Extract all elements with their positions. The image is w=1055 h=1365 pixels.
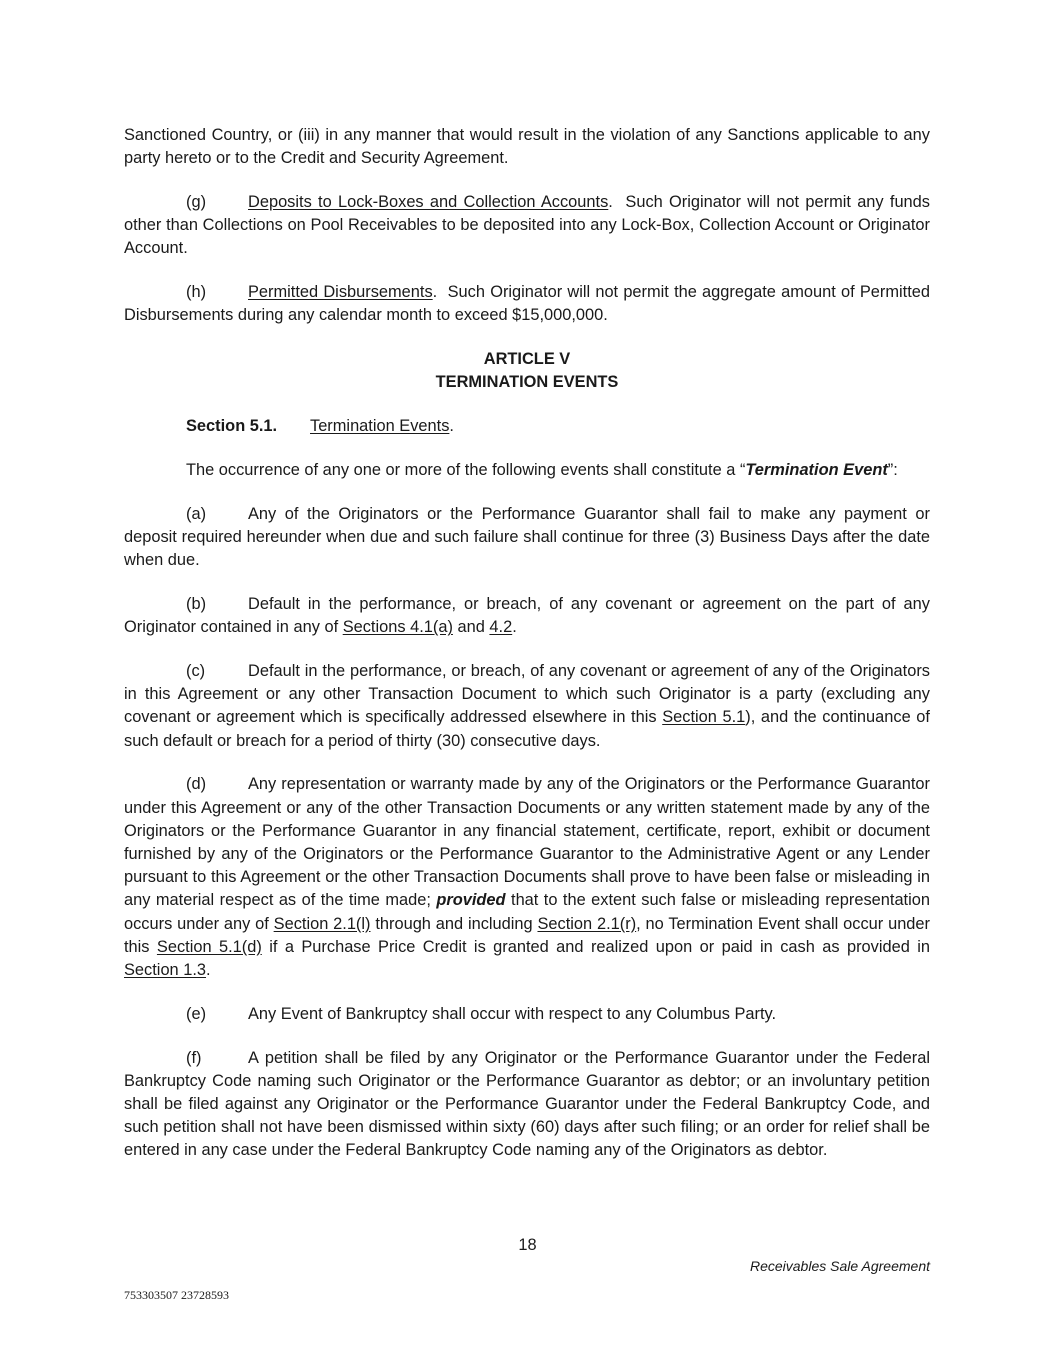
cross-reference: Section 5.1(d)	[156, 937, 262, 956]
page-number: 18	[518, 1236, 537, 1254]
cross-reference: Section 2.1(l)	[273, 914, 371, 933]
cross-reference: Section 1.3	[124, 961, 207, 980]
intro-paragraph	[124, 459, 930, 482]
clause-a-label: (a)	[186, 504, 207, 523]
clause-d	[124, 773, 930, 982]
clause-b-label: (b)	[186, 595, 207, 613]
article-heading	[124, 348, 930, 394]
clause-h: (h) Permitted Disbursements. Such Originator will not permit the aggregate amount of Permitted Disbursements during any calendar month to exceed $15,000,000.	[124, 283, 930, 325]
clause-g-label: (g)	[186, 193, 207, 211]
section-number: Section 5.1.	[186, 417, 278, 436]
clause-h-text: Such Originator will not permit the aggregate amount of Permitted Disbursements during any calendar month to exceed $15,000,000.	[124, 283, 930, 325]
clause-h-heading: Permitted Disbursements	[248, 283, 433, 302]
clause-b-text: Default in the performance, or breach, of any covenant or agreement on the part of any Originator contained in any of	[124, 595, 930, 637]
cross-reference: Sections 4.1(a)	[342, 618, 453, 637]
clause-d-text: , no Termination Event shall occur under this	[124, 914, 930, 956]
clause-b-text: and	[452, 618, 490, 637]
clause-e	[124, 1003, 930, 1026]
clause-f-label: (f)	[186, 1048, 202, 1067]
clause-f-text: A petition shall be filed by any Originator or the Performance Guarantor under the Federal Bankruptcy Code naming such Originator or the Performance Guarantor as debtor; or an involuntary petition shall be filed against any Originator or the Performance Guarantor under the Federal Bankruptcy Code, and such petition shall not have been dismissed within sixty (60) days after such filing; or an order for relief shall be entered in any case under the Federal Bankruptcy Code naming any of the Originators as debtor.	[124, 1048, 930, 1160]
clause-b-text: .	[512, 618, 517, 637]
clause-a-text: Any of the Originators or the Performance Guarantor shall fail to make any payment or deposit required hereunder when due and such failure shall continue for three (3) Business Days after the date when due.	[124, 504, 930, 570]
clause-h-label: (h)	[186, 283, 207, 302]
clause-d-text: .	[206, 961, 211, 980]
clause-e-text: Any Event of Bankruptcy shall occur with respect to any Columbus Party.	[248, 1004, 777, 1023]
cross-reference: Section 2.1(r)	[537, 914, 637, 933]
clause-b	[124, 593, 930, 639]
clause-d-text: through and including	[370, 914, 538, 933]
clause-d-text: that to the extent such false or misleading representation occurs under any of	[124, 891, 930, 933]
continuation-paragraph: Sanctioned Country, or (iii) in any manner that would result in the violation of any Sanctions applicable to any party hereto or to the Credit and Security Agreement.	[124, 126, 930, 168]
clause-a	[124, 503, 930, 573]
intro-text: The occurrence of any one or more of the following events shall constitute a “	[186, 461, 746, 479]
cross-reference: 4.2	[489, 618, 513, 637]
clause-g: (g) Deposits to Lock-Boxes and Collection Accounts. Such Originator will not permit any funds other than Collections on Pool Receivables to be deposited into any Lock-Box, Collection Account or Originator Account.	[124, 193, 930, 258]
article-title: TERMINATION EVENTS	[435, 373, 619, 392]
clause-g-heading: Deposits to Lock-Boxes and Collection Accounts	[248, 193, 609, 211]
proviso-term: provided	[436, 891, 506, 910]
clause-c-text: ), and the continuance of such default or breach for a period of thirty (30) consecutive days.	[124, 708, 930, 750]
section-heading: Section 5.1. Termination Events.	[124, 415, 930, 438]
article-number: ARTICLE V	[483, 350, 571, 369]
clause-d-label: (d)	[186, 775, 207, 794]
clause-c	[124, 660, 930, 753]
clause-d-text: if a Purchase Price Credit is granted and realized upon or paid in cash as provided in	[261, 937, 930, 956]
document-id: 753303507 23728593	[124, 1288, 229, 1302]
clause-e-label: (e)	[186, 1004, 207, 1023]
clause-c-label: (c)	[186, 662, 206, 680]
clause-c-text: Default in the performance, or breach, of any covenant or agreement of any of the Originators in this Agreement or any other Transaction Document to which such Originator is a party (excluding any covenant or agreement which is specifically addressed elsewhere in this	[124, 662, 930, 727]
section-title: Termination Events	[310, 417, 450, 436]
clause-f	[124, 1047, 930, 1163]
defined-term: Termination Event	[745, 461, 888, 479]
footer-document-title: Receivables Sale Agreement	[749, 1258, 930, 1274]
intro-text-end: ”:	[887, 461, 898, 479]
document-page	[124, 124, 930, 1183]
cross-reference: Section 5.1	[662, 708, 746, 727]
clause-g-text: Such Originator will not permit any funds other than Collections on Pool Receivables to be deposited into any Lock-Box, Collection Account or Originator Account.	[124, 193, 930, 258]
clause-d-text: Any representation or warranty made by any of the Originators or the Performance Guarantor under this Agreement or any of the other Transaction Documents or any written statement made by any of the Originators or the Performance Guarantor in any financial statement, certificate, report, exhibit or document furnished by any of the Originators or the Performance Guarantor to the Administrative Agent or any Lender pursuant to this Agreement or the other Transaction Documents shall prove to have been false or misleading in any material respect as of the time made;	[124, 775, 930, 910]
